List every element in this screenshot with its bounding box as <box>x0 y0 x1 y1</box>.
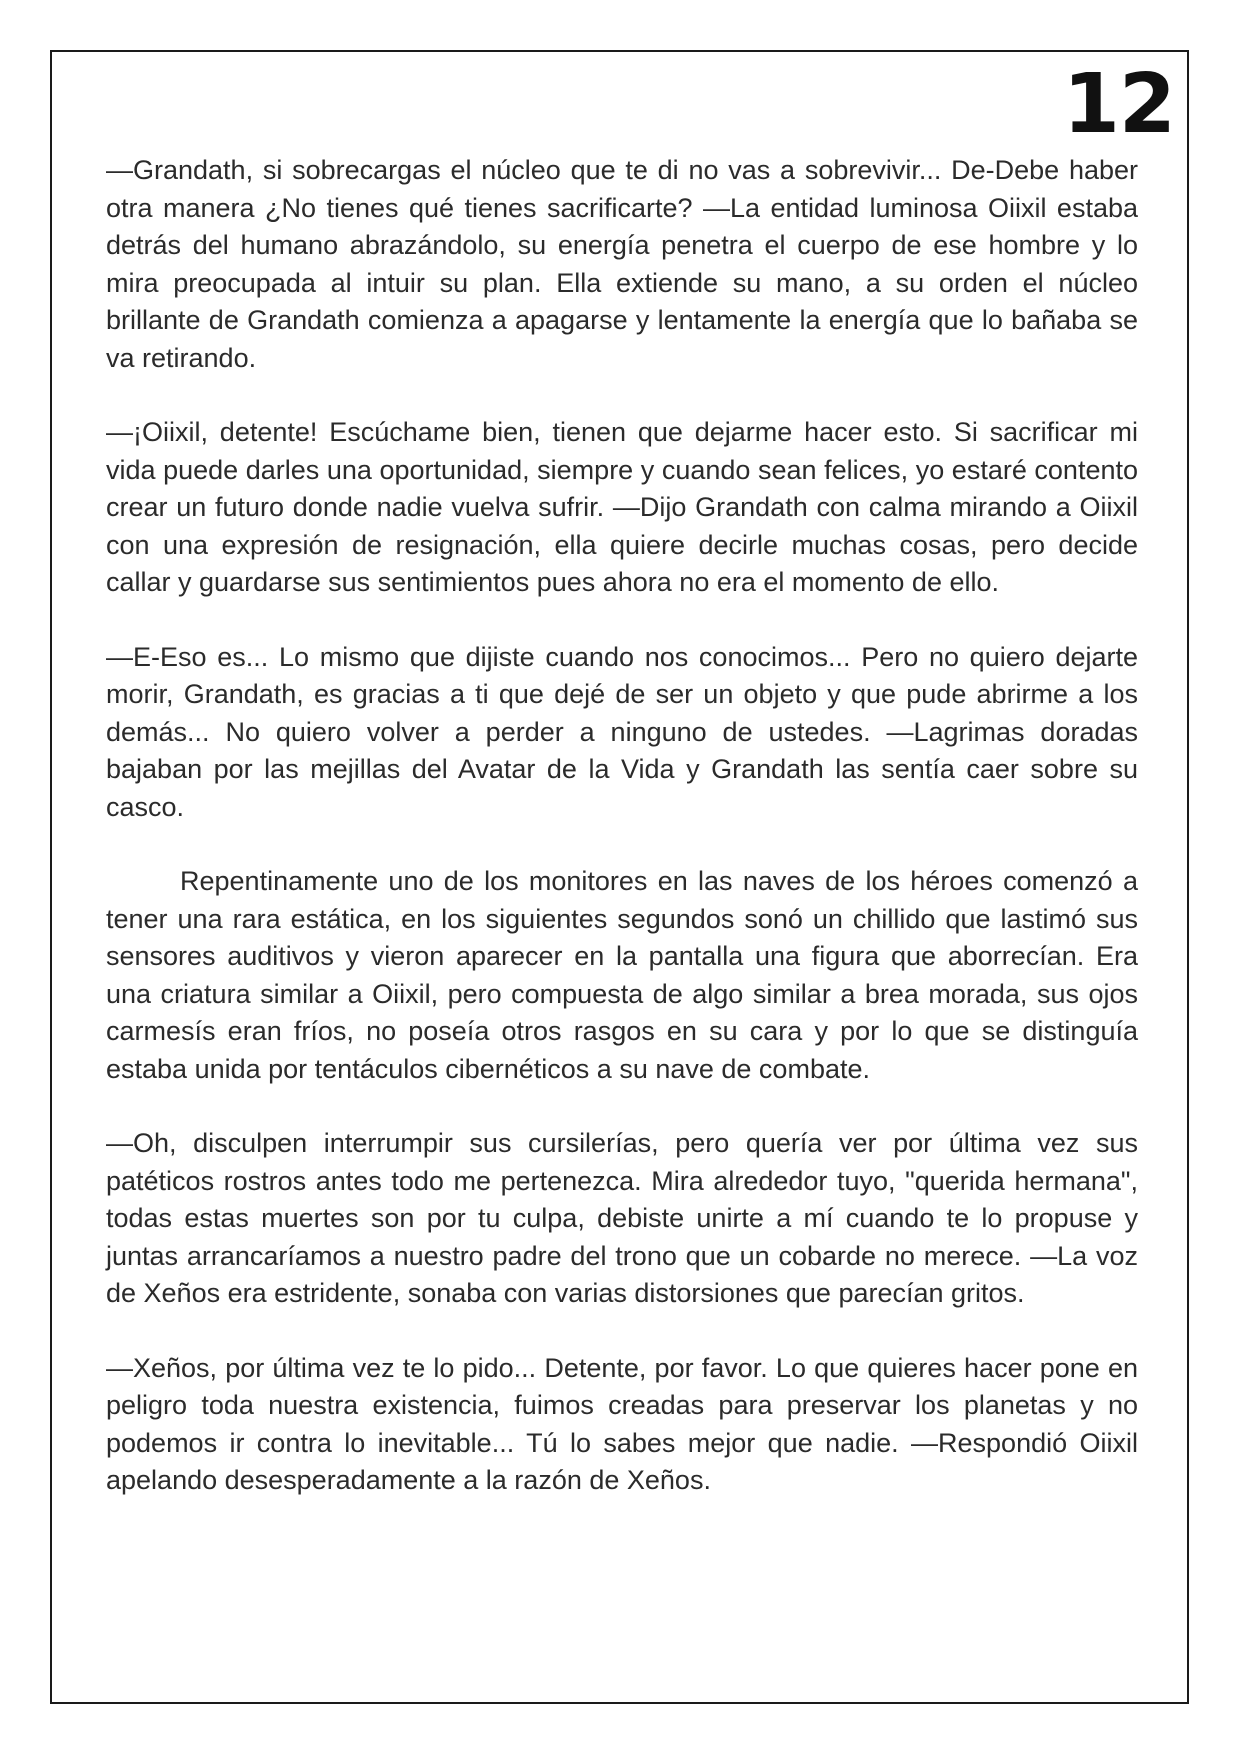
page-number: 12 <box>1062 57 1175 152</box>
text-body <box>106 152 1138 1537</box>
paragraph-4: Repentinamente uno de los monitores en las naves de los héroes comenzó a tener una rara estática, en los siguientes segundos sonó un chillido que lastimó sus sensores auditivos y vieron aparecer en la pantalla una figura que aborrecían. Era una criatura similar a Oiixil, pero compuesta de algo similar a brea morada, sus ojos carmesís eran fríos, no poseía otros rasgos en su cara y por lo que se distinguía estaba unida por tentáculos cibernéticos a su nave de combate. <box>106 866 1138 1084</box>
page-frame <box>50 50 1189 1704</box>
paragraph-5: —Oh, disculpen interrumpir sus cursilerías, pero quería ver por última vez sus patéticos rostros antes todo me pertenezca. Mira alrededor tuyo, "querida hermana", todas estas muertes son por tu culpa, debiste unirte a mí cuando te lo propuse y juntas arrancaríamos a nuestro padre del trono que un cobarde no merece. —La voz de Xeños era estridente, sonaba con varias distorsiones que parecían gritos. <box>106 1128 1138 1308</box>
paragraph-6: —Xeños, por última vez te lo pido... Detente, por favor. Lo que quieres hacer pone en peligro toda nuestra existencia, fuimos creadas para preservar los planetas y no podemos ir contra lo inevitable... Tú lo sabes mejor que nadie. —Respondió Oiixil apelando desesperadamente a la razón de Xeños. <box>106 1352 1138 1495</box>
paragraph-3: —E-Eso es... Lo mismo que dijiste cuando nos conocimos... Pero no quiero dejarte morir, Grandath, es gracias a ti que dejé de ser un objeto y que pude abrirme a los demás... No quiero volver a perder a ninguno de ustedes. —Lagrimas doradas bajaban por las mejillas del Avatar de la Vida y Grandath las sentía caer sobre su casco. <box>106 641 1138 822</box>
paragraph-1: —Grandath, si sobrecargas el núcleo que te di no vas a sobrevivir... De-Debe haber otra manera ¿No tienes qué tienes sacrificarte? —La entidad luminosa Oiixil estaba detrás del humano abrazándolo, su energía penetra el cuerpo de ese hombre y lo mira preocupada al intuir su plan. Ella extiende su mano, a su orden el núcleo brillante de Grandath comienza a apagarse y lentamente la energía que lo bañaba se va retirando. <box>106 155 1138 373</box>
paragraph-2: —¡Oiixil, detente! Escúchame bien, tienen que dejarme hacer esto. Si sacrificar mi vida puede darles una oportunidad, siempre y cuando sean felices, yo estaré contento crear un futuro donde nadie vuelva sufrir. —Dijo Grandath con calma mirando a Oiixil con una expresión de resignación, ella quiere decirle muchas cosas, pero decide callar y guardarse sus sentimientos pues ahora no era el momento de ello. <box>106 417 1138 597</box>
